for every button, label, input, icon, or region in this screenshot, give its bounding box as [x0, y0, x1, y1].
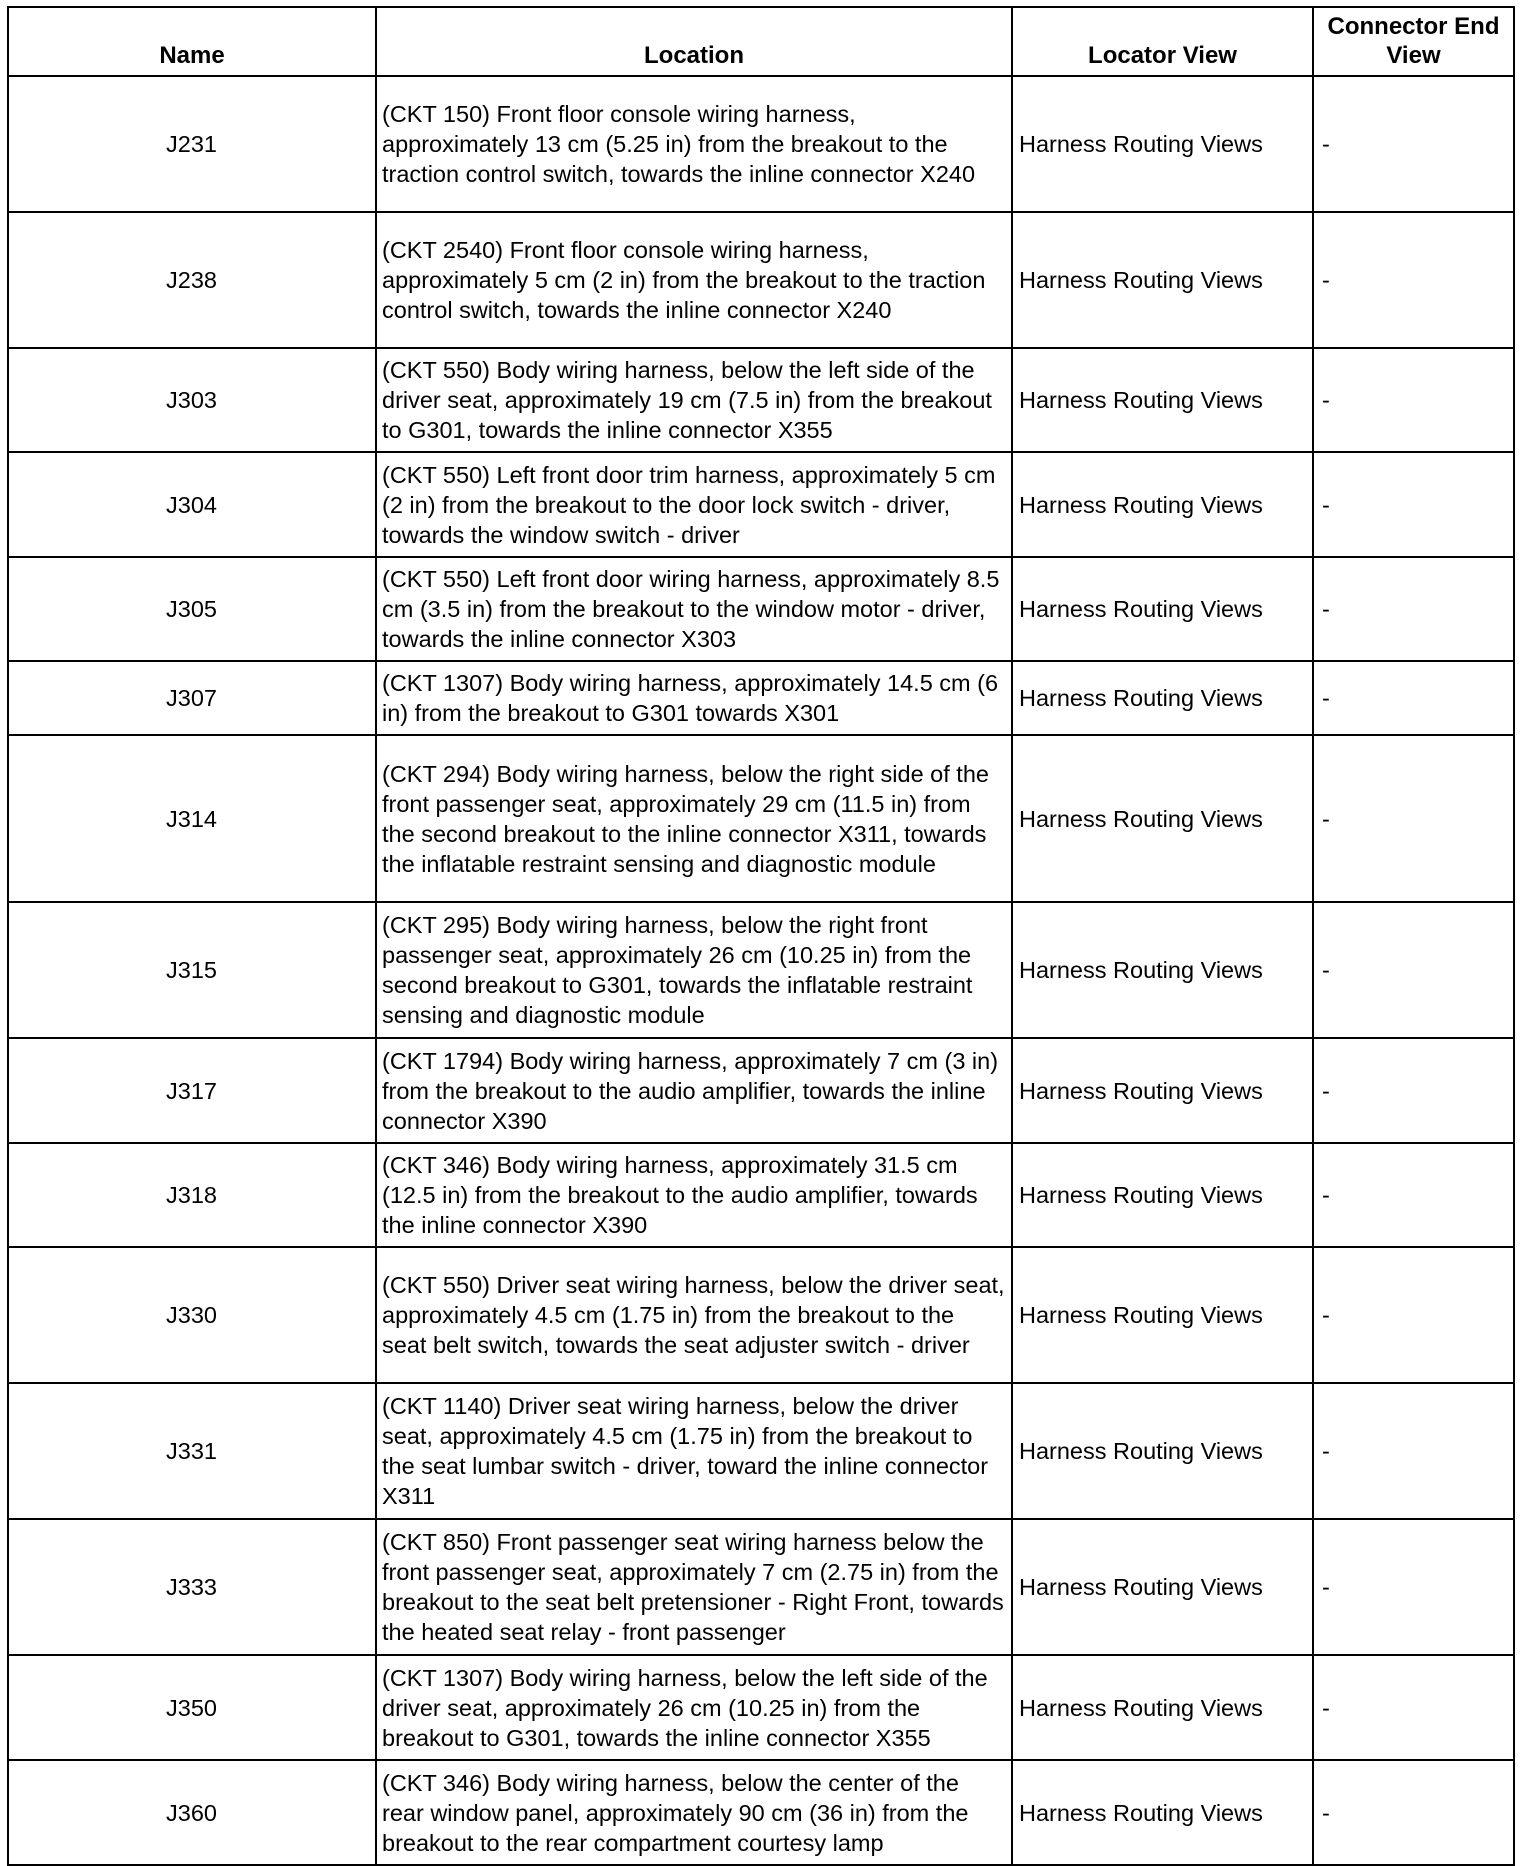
location-cell: (CKT 550) Left front door wiring harness, approximately 8.5 cm (3.5 in) from the breakout to the window motor - driver, towards the inline connector X303 — [376, 557, 1012, 661]
location-cell: (CKT 1140) Driver seat wiring harness, below the driver seat, approximately 4.5 cm (1.75 in) from the breakout to the seat lumbar switch - driver, toward the inline connector X311 — [376, 1383, 1012, 1519]
table-row — [8, 452, 1514, 557]
table-row — [8, 1038, 1514, 1143]
splice-name-cell: J317 — [8, 1038, 376, 1143]
locator-view-link[interactable]: Harness Routing Views — [1012, 661, 1313, 735]
location-cell: (CKT 150) Front floor console wiring harness, approximately 13 cm (5.25 in) from the breakout to the traction control switch, towards the inline connector X240 — [376, 76, 1012, 212]
splice-name-cell: J303 — [8, 348, 376, 452]
connector-end-view-cell: - — [1313, 1655, 1514, 1760]
location-cell: (CKT 1307) Body wiring harness, approximately 14.5 cm (6 in) from the breakout to G301 towards X301 — [376, 661, 1012, 735]
splice-name-cell: J360 — [8, 1760, 376, 1865]
connector-end-view-cell: - — [1313, 1143, 1514, 1247]
location-cell: (CKT 346) Body wiring harness, approximately 31.5 cm (12.5 in) from the breakout to the audio amplifier, towards the inline connector X390 — [376, 1143, 1012, 1247]
location-cell: (CKT 550) Left front door trim harness, approximately 5 cm (2 in) from the breakout to the door lock switch - driver, towards the window switch - driver — [376, 452, 1012, 557]
locator-view-link[interactable]: Harness Routing Views — [1012, 1519, 1313, 1655]
header-connector-end-view: Connector End View — [1313, 7, 1514, 76]
location-cell: (CKT 1794) Body wiring harness, approximately 7 cm (3 in) from the breakout to the audio amplifier, towards the inline connector X390 — [376, 1038, 1012, 1143]
connector-end-view-cell: - — [1313, 1519, 1514, 1655]
connector-end-view-cell: - — [1313, 76, 1514, 212]
table-row — [8, 1519, 1514, 1655]
splice-name-cell: J350 — [8, 1655, 376, 1760]
locator-view-link[interactable]: Harness Routing Views — [1012, 1383, 1313, 1519]
location-cell: (CKT 295) Body wiring harness, below the right front passenger seat, approximately 26 cm (10.25 in) from the second breakout to G301, towards the inflatable restraint sensing and diagnostic module — [376, 902, 1012, 1038]
splice-name-cell: J331 — [8, 1383, 376, 1519]
connector-end-view-cell: - — [1313, 735, 1514, 902]
locator-view-link[interactable]: Harness Routing Views — [1012, 735, 1313, 902]
table-row — [8, 1655, 1514, 1760]
locator-view-link[interactable]: Harness Routing Views — [1012, 1655, 1313, 1760]
location-cell: (CKT 550) Body wiring harness, below the left side of the driver seat, approximately 19 cm (7.5 in) from the breakout to G301, towards the inline connector X355 — [376, 348, 1012, 452]
location-cell: (CKT 294) Body wiring harness, below the right side of the front passenger seat, approximately 29 cm (11.5 in) from the second breakout to the inline connector X311, towards the inflatable restraint sensing and diagnostic module — [376, 735, 1012, 902]
locator-view-link[interactable]: Harness Routing Views — [1012, 1143, 1313, 1247]
location-cell: (CKT 2540) Front floor console wiring harness, approximately 5 cm (2 in) from the breakout to the traction control switch, towards the inline connector X240 — [376, 212, 1012, 348]
splice-location-table — [7, 6, 1515, 1866]
connector-end-view-cell: - — [1313, 1038, 1514, 1143]
location-cell: (CKT 1307) Body wiring harness, below the left side of the driver seat, approximately 26 cm (10.25 in) from the breakout to G301, towards the inline connector X355 — [376, 1655, 1012, 1760]
table-row — [8, 557, 1514, 661]
locator-view-link[interactable]: Harness Routing Views — [1012, 212, 1313, 348]
location-cell: (CKT 346) Body wiring harness, below the center of the rear window panel, approximately 90 cm (36 in) from the breakout to the rear compartment courtesy lamp — [376, 1760, 1012, 1865]
location-cell: (CKT 850) Front passenger seat wiring harness below the front passenger seat, approximately 7 cm (2.75 in) from the breakout to the seat belt pretensioner - Right Front, towards the heated seat relay - front passenger — [376, 1519, 1012, 1655]
locator-view-link[interactable]: Harness Routing Views — [1012, 76, 1313, 212]
locator-view-link[interactable]: Harness Routing Views — [1012, 452, 1313, 557]
table-row — [8, 1383, 1514, 1519]
table-row — [8, 212, 1514, 348]
locator-view-link[interactable]: Harness Routing Views — [1012, 1760, 1313, 1865]
location-cell: (CKT 550) Driver seat wiring harness, below the driver seat, approximately 4.5 cm (1.75 in) from the breakout to the seat belt switch, towards the seat adjuster switch - driver — [376, 1247, 1012, 1383]
splice-name-cell: J231 — [8, 76, 376, 212]
splice-name-cell: J305 — [8, 557, 376, 661]
table-header-row — [8, 7, 1514, 76]
splice-name-cell: J315 — [8, 902, 376, 1038]
connector-end-view-cell: - — [1313, 557, 1514, 661]
header-location: Location — [376, 7, 1012, 76]
header-locator-view: Locator View — [1012, 7, 1313, 76]
connector-end-view-cell: - — [1313, 1383, 1514, 1519]
locator-view-link[interactable]: Harness Routing Views — [1012, 557, 1313, 661]
connector-end-view-cell: - — [1313, 1760, 1514, 1865]
table-row — [8, 902, 1514, 1038]
connector-end-view-cell: - — [1313, 1247, 1514, 1383]
splice-name-cell: J330 — [8, 1247, 376, 1383]
locator-view-link[interactable]: Harness Routing Views — [1012, 902, 1313, 1038]
table-row — [8, 661, 1514, 735]
locator-view-link[interactable]: Harness Routing Views — [1012, 1038, 1313, 1143]
table-row — [8, 1143, 1514, 1247]
connector-end-view-cell: - — [1313, 348, 1514, 452]
splice-name-cell: J238 — [8, 212, 376, 348]
splice-name-cell: J333 — [8, 1519, 376, 1655]
table-row — [8, 348, 1514, 452]
splice-name-cell: J314 — [8, 735, 376, 902]
splice-name-cell: J304 — [8, 452, 376, 557]
connector-end-view-cell: - — [1313, 661, 1514, 735]
connector-end-view-cell: - — [1313, 212, 1514, 348]
splice-name-cell: J318 — [8, 1143, 376, 1247]
connector-end-view-cell: - — [1313, 452, 1514, 557]
table-body — [8, 76, 1514, 1865]
header-name: Name — [8, 7, 376, 76]
table-row — [8, 1247, 1514, 1383]
table-row — [8, 1760, 1514, 1865]
locator-view-link[interactable]: Harness Routing Views — [1012, 348, 1313, 452]
table-row — [8, 735, 1514, 902]
connector-end-view-cell: - — [1313, 902, 1514, 1038]
splice-table-page — [7, 6, 1513, 1866]
locator-view-link[interactable]: Harness Routing Views — [1012, 1247, 1313, 1383]
table-row — [8, 76, 1514, 212]
splice-name-cell: J307 — [8, 661, 376, 735]
